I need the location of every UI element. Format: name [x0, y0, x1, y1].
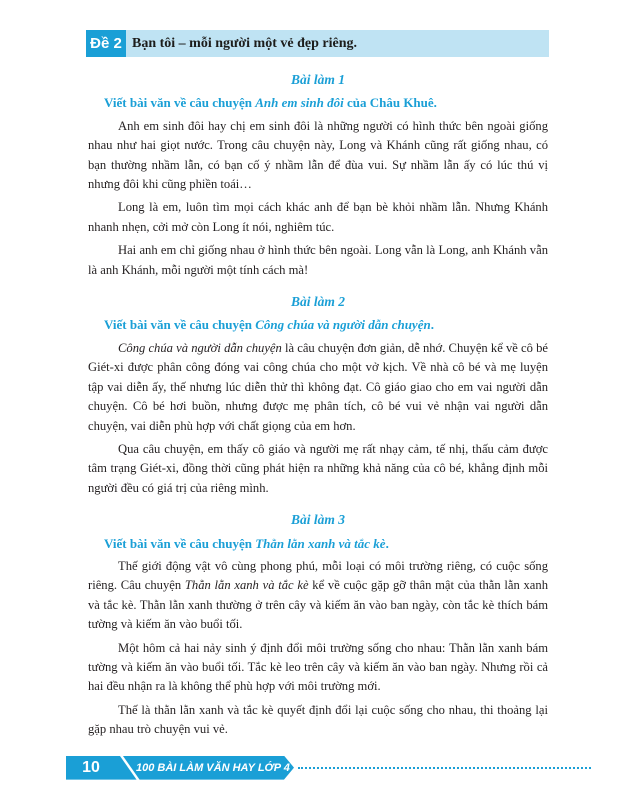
heading-text: của Châu Khuê.	[343, 95, 437, 111]
paragraph-text: kể về cuộc gặp gỡ thân mật của thằn lằn xanh và tắc kè. Thằn lằn xanh thường ở trên cây và kiếm ăn vào ban ngày, còn tắc kè thích bám tường và kiếm ăn vào buổi tối.	[88, 578, 548, 632]
heading-text: Viết bài văn về câu chuyện	[104, 95, 256, 111]
section-heading	[104, 315, 548, 334]
page-number: 10	[82, 758, 100, 776]
exercise-title: Bạn tôi – mỗi người một vẻ đẹp riêng.	[132, 35, 357, 51]
section-heading	[104, 534, 548, 553]
page-content	[88, 70, 548, 740]
section-label: Bài làm 3	[290, 512, 345, 528]
heading-text: .	[430, 317, 434, 333]
section-label: Bài làm 1	[290, 72, 345, 87]
heading-text: .	[385, 535, 389, 551]
paragraph-text: là câu chuyện đơn giản, dễ nhớ. Chuyện kể về cô bé Giét-xi được phân công đóng vai công chúa cho một vở kịch. Về nhà cô bé và mẹ luyện tập vai diễn ấy, thế nhưng lúc diễn thử thì không đạt. Cô giáo giao cho em vai người dẫn chuyện. Cô bé hơi buồn, nhưng được mẹ phân tích, cô bé vui vẻ nhận vai người dẫn chuyện, vai diễn phù hợp với chất giọng của em hơn.	[88, 340, 548, 433]
paragraph: Một hôm cả hai nảy sinh ý định đổi môi trường sống cho nhau: Thằn lằn xanh bám tường và kiếm ăn vào buổi tối. Tắc kè leo trên cây và kiếm ăn vào ban ngày. Nhưng rồi cả hai đều nhận ra là không thể phù hợp với môi trường mới.	[88, 640, 548, 694]
story-title: Công chúa và người dẫn chuyện	[118, 340, 282, 355]
story-title: Thằn lằn xanh và tắc kè	[184, 578, 309, 593]
story-title: Công chúa và người dẫn chuyện	[255, 317, 431, 333]
paragraph: Long là em, luôn tìm mọi cách khác anh để bạn bè khỏi nhầm lẫn. Nhưng Khánh nhanh nhẹn, cởi mở còn Long ít nói, nghiêm túc.	[88, 200, 548, 234]
heading-text: Viết bài văn về câu chuyện	[104, 317, 256, 333]
heading-text: Viết bài văn về câu chuyện	[104, 535, 256, 551]
exercise-label: Đề 2	[86, 30, 126, 57]
exercise-header	[86, 30, 549, 57]
paragraph	[88, 557, 548, 635]
paragraph	[88, 339, 548, 436]
story-title: Anh em sinh đôi	[255, 95, 344, 111]
paragraph: Hai anh em chỉ giống nhau ở hình thức bên ngoài. Long vẫn là Long, anh Khánh vẫn là anh Khánh, mỗi người một tính cách mà!	[88, 243, 548, 277]
paragraph: Qua câu chuyện, em thấy cô giáo và người mẹ rất nhạy cảm, tế nhị, thấu cảm được tâm trạng Giét-xi, đồng thời cũng phát hiện ra những khả năng của cô bé, khẳng định mỗi người đều có giá trị của riêng mình.	[88, 441, 548, 495]
paragraph: Anh em sinh đôi hay chị em sinh đôi là những người có hình thức bên ngoài giống nhau như hai giọt nước. Trong câu chuyện này, Long và Khánh cũng rất giống nhau, có bạn thường nhầm lẫn, có bạn cố ý nhầm lẫn để đùa vui. Sự nhầm lẫn ấy có lúc thú vị nhưng đôi khi cũng phiền toái…	[88, 118, 548, 192]
book-title: 100 BÀI LÀM VĂN HAY LỚP 4	[136, 761, 290, 774]
paragraph: Thế là thằn lằn xanh và tắc kè quyết định đổi lại cuộc sống cho nhau, thi thoảng lại gặp nhau trò chuyện vui vẻ.	[88, 702, 548, 737]
page-footer	[66, 756, 591, 780]
section-heading	[104, 93, 548, 112]
paragraph-text: Thế giới động vật vô cùng phong phú, mỗi loại có môi trường riêng, có cuộc sống riêng. Câu chuyện	[88, 558, 548, 593]
section-label: Bài làm 2	[290, 294, 345, 310]
story-title: Thằn lằn xanh và tắc kè	[255, 535, 386, 551]
dotted-rule	[298, 767, 591, 769]
